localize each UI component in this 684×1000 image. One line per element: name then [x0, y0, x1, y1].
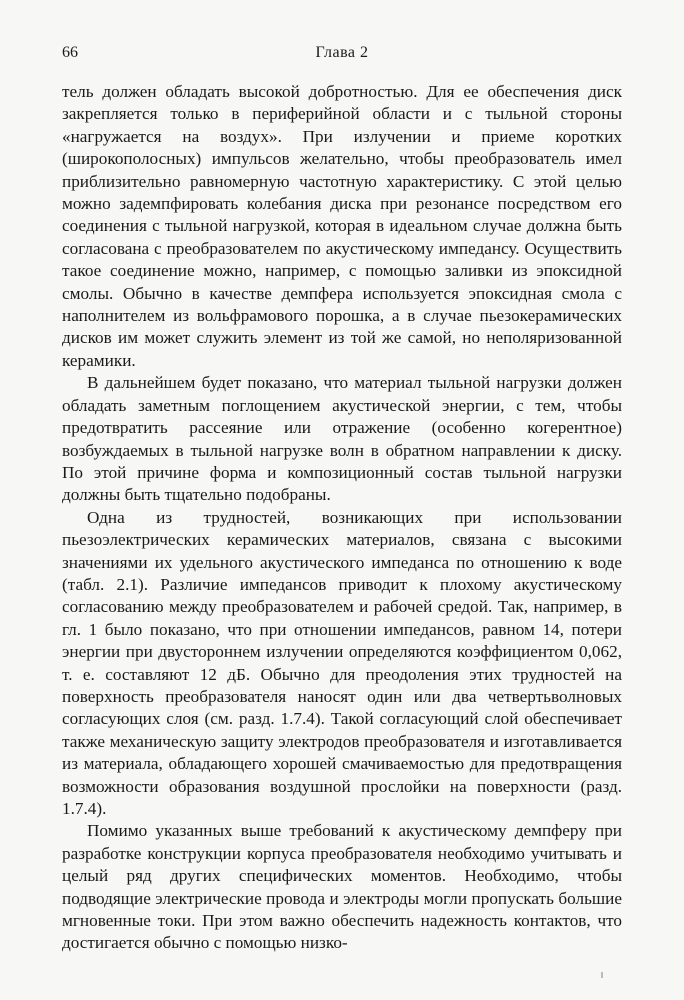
body-text — [62, 81, 622, 955]
page-header — [62, 44, 622, 64]
paragraph-continued: тель должен обладать высокой добротностью. Для ее обеспечения диск закрепляется только в периферийной области и с тыльной стороны «нагружается на воздух». При излучении и приеме коротких (широкополосных) импульсов желательно, чтобы преобразователь имел приблизительно равномерную частотную характеристику. С этой целью можно задемпфировать колебания диска при резонансе посредством его соединения с тыльной нагрузкой, которая в идеальном случае должна быть согласована с преобразователем по акустическому импедансу. Осуществить такое соединение можно, например, с помощью заливки из эпоксидной смолы. Обычно в качестве демпфера используется эпоксидная смола с наполнителем из вольфрамового порошка, а в случае пьезокерамических дисков им может служить элемент из той же самой, но неполяризованной керамики. — [62, 82, 622, 370]
paragraph: Одна из трудностей, возникающих при использовании пьезоэлектрических керамических материалов, связана с высокими значениями их удельного акустического импеданса по отношению к воде (табл. 2.1). Различие импедансов приводит к плохому акустическому согласованию между преобразователем и рабочей средой. Так, например, в гл. 1 было показано, что при отношении импедансов, равном 14, потери энергии при двустороннем излучении определяются коэффициентом 0,062, т. е. составляют 12 дБ. Обычно для преодоления этих трудностей на поверхность преобразователя наносят один или два четвертьволновых согласующих слоя (см. разд. 1.7.4). Такой согласующий слой обеспечивает также механическую защиту электродов преобразователя и изготавливается из материала, обладающего хорошей смачиваемостью для предотвращения возможности образования воздушной прослойки на поверхности (разд. 1.7.4). — [62, 507, 622, 818]
page-number: 66 — [62, 44, 78, 61]
running-head: Глава 2 — [315, 44, 369, 61]
paragraph: Помимо указанных выше требований к акустическому демпферу при разработке конструкции корпуса преобразователя необходимо учитывать и целый ряд других специфических моментов. Необходимо, чтобы подводящие электрические провода и электроды могли пропускать большие мгновенные токи. При этом важно обеспечить надежность контактов, что достигается обычно с помощью низко- — [62, 821, 622, 953]
paragraph: В дальнейшем будет показано, что материал тыльной нагрузки должен обладать заметным поглощением акустической энергии, с тем, чтобы предотвратить рассеяние или отражение (особенно когерентное) возбуждаемых в тыльной нагрузке волн в обратном направлении к диску. По этой причине форма и композиционный состав тыльной нагрузки должны быть тщательно подобраны. — [62, 373, 622, 505]
scan-mark — [601, 972, 603, 978]
